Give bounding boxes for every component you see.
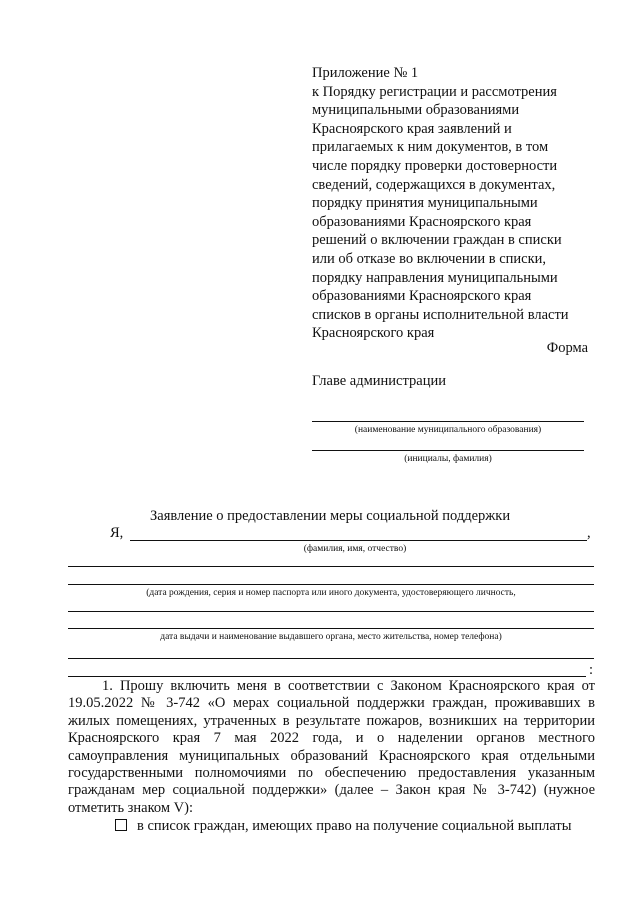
details-line-1[interactable] [68, 566, 594, 567]
annex-line: образованиями Красноярского края [312, 288, 532, 305]
annex-line: или об отказе во включении в списки, [312, 250, 547, 267]
annex-line: прилагаемых к ним документов, в том [312, 139, 549, 156]
issue-caption: дата выдачи и наименование выдавшего органа, место жительства, номер телефона) [160, 632, 502, 642]
colon: : [589, 662, 594, 678]
details-line-4[interactable] [68, 628, 594, 629]
details-line-5[interactable] [68, 658, 594, 659]
details-line-2[interactable] [68, 584, 594, 585]
annex-block [312, 64, 612, 343]
option-1 [115, 818, 572, 835]
fio-caption: (фамилия, имя, отчество) [303, 544, 407, 554]
initials-line[interactable] [312, 450, 584, 451]
addressee-label: Главе администрации [312, 373, 446, 389]
municipality-line[interactable] [312, 421, 584, 422]
fio-line[interactable] [130, 540, 587, 541]
request-paragraph [68, 678, 595, 817]
annex-line: сведений, содержащихся в документах, [312, 176, 556, 193]
annex-line: порядку направления муниципальными [312, 269, 558, 286]
birth-caption: (дата рождения, серия и номер паспорта или иного документа, удостоверяющего личность, [146, 588, 516, 598]
details-line-6[interactable] [68, 676, 586, 677]
details-line-3[interactable] [68, 611, 594, 612]
annex-line: порядку принятия муниципальными [312, 195, 538, 212]
form-label: Форма [546, 340, 588, 356]
annex-line: Приложение № 1 [312, 65, 419, 81]
option-1-label: в список граждан, имеющих право на получение социальной выплаты [137, 818, 572, 834]
municipality-caption: (наименование муниципального образования) [354, 425, 542, 435]
checkbox-option-1[interactable] [115, 819, 127, 831]
annex-line: числе порядку проверки достоверности [312, 157, 558, 174]
annex-line: Красноярского края [312, 325, 435, 342]
i-label: Я, [110, 525, 124, 541]
initials-caption: (инициалы, фамилия) [404, 454, 492, 464]
annex-line: муниципальными образованиями [312, 102, 520, 119]
comma: , [587, 525, 591, 541]
annex-line: списков в органы исполнительной власти [312, 306, 569, 323]
annex-line: к Порядку регистрации и рассмотрения [312, 83, 557, 100]
paragraph-1: 1. Прошу включить меня в соответствии с Законом Красноярского края от 19.05.2022 № 3-742 «О мерах социальной поддержки граждан, проживавших в жилых помещениях, утраченных в результате пожаров, возникших на территории Красноярского края 7 мая 2022 года, и о наделении органов местного самоуправления муниципальных образований Красноярского края отдельными государственными полномочиями по обеспечению предоставления указанным гражданам мер социальной поддержки» (далее – Закон края № 3-742) (нужное отметить знаком V): [68, 678, 595, 816]
annex-line: Красноярского края заявлений и [312, 120, 512, 137]
application-title: Заявление о предоставлении меры социальной поддержки [150, 508, 511, 524]
annex-line: решений о включении граждан в списки [312, 232, 562, 249]
annex-line: образованиями Красноярского края [312, 213, 532, 230]
